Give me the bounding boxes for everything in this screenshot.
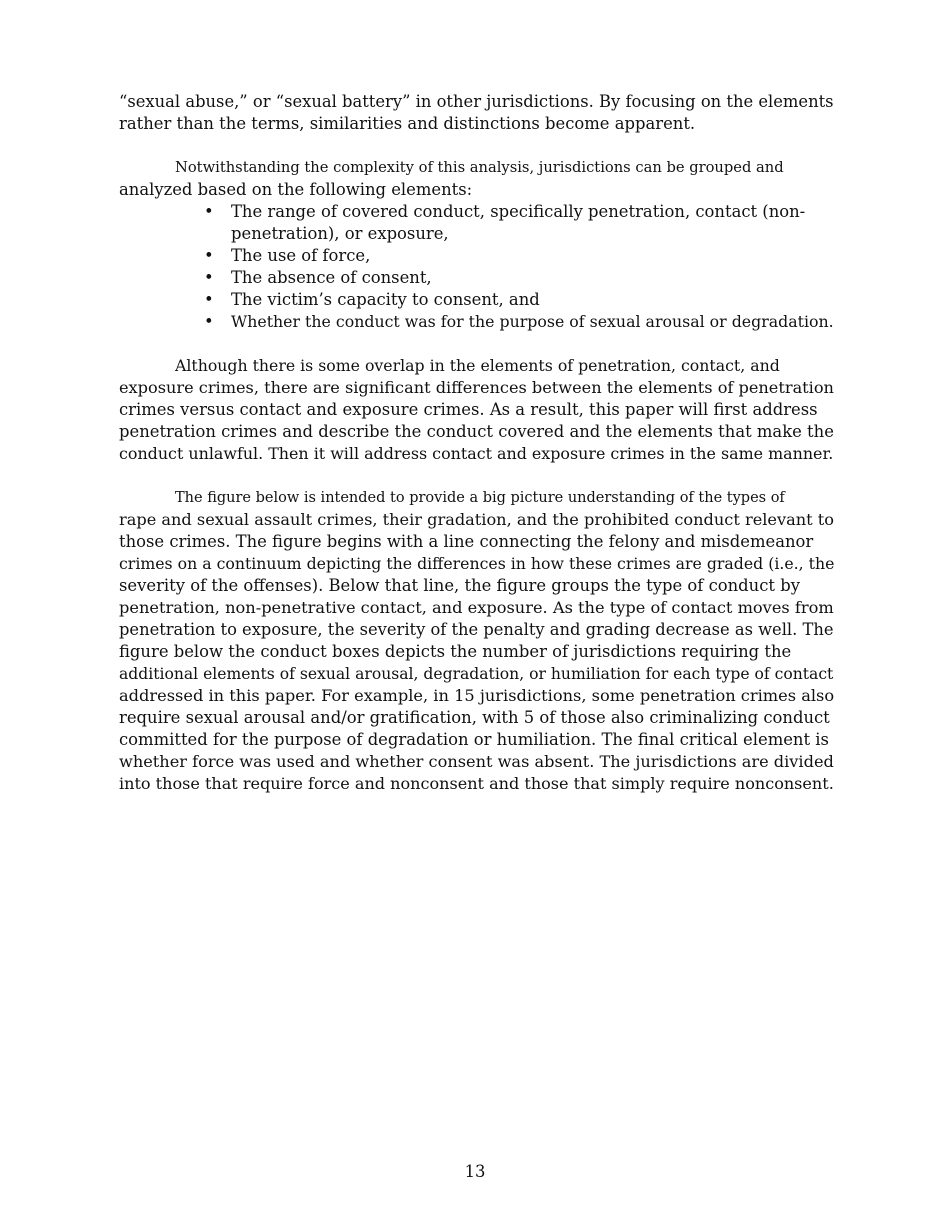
figure-description-paragraph (119, 487, 834, 795)
text-line: analyzed based on the following elements: (119, 180, 473, 199)
text-line: conduct unlawful. Then it will address contact and exposure crimes in the same manner. (119, 444, 834, 463)
elements-lead-paragraph (119, 157, 834, 201)
intro-paragraph (119, 91, 834, 135)
text-line: require sexual arousal and/or gratification, with 5 of those also criminalizing conduct (119, 708, 830, 727)
text-line: figure below the conduct boxes depicts the number of jurisdictions requiring the (119, 642, 792, 661)
document-body (119, 91, 834, 817)
list-item (119, 311, 834, 333)
text-line: The absence of consent, (231, 268, 432, 287)
text-line: The use of force, (231, 246, 371, 265)
text-line: into those that require force and nonconsent and those that simply require nonconsent. (119, 774, 834, 793)
text-line: severity of the offenses). Below that line, the figure groups the type of conduct by (119, 576, 800, 595)
text-line: penetration, non-penetrative contact, and exposure. As the type of contact moves from (119, 598, 834, 617)
bullet-icon: • (204, 312, 214, 331)
text-line: penetration to exposure, the severity of the penalty and grading decrease as well. The (119, 620, 834, 639)
text-line: The victim’s capacity to consent, and (231, 290, 540, 309)
elements-bullet-list (119, 201, 834, 333)
list-item (119, 267, 834, 289)
bullet-icon: • (204, 290, 214, 309)
text-line: The range of covered conduct, specifically penetration, contact (non- (231, 202, 806, 221)
text-line: Whether the conduct was for the purpose of sexual arousal or degradation. (231, 312, 834, 331)
text-line: crimes versus contact and exposure crimes. As a result, this paper will first address (119, 400, 818, 419)
bullet-icon: • (204, 246, 214, 265)
text-line: rape and sexual assault crimes, their gradation, and the prohibited conduct relevant to (119, 510, 835, 529)
bullet-icon: • (204, 202, 214, 221)
text-line: whether force was used and whether consent was absent. The jurisdictions are divided (119, 752, 834, 771)
text-line: addressed in this paper. For example, in 15 jurisdictions, some penetration crimes also (119, 686, 835, 705)
text-line: those crimes. The figure begins with a line connecting the felony and misdemeanor (119, 532, 814, 551)
text-line: The figure below is intended to provide a big picture understanding of the types of (175, 490, 785, 506)
text-line: committed for the purpose of degradation or humiliation. The final critical element is (119, 730, 829, 749)
overlap-paragraph (119, 355, 834, 465)
text-line: “sexual abuse,” or “sexual battery” in other jurisdictions. By focusing on the elements (119, 92, 834, 111)
bullet-icon: • (204, 268, 214, 287)
text-line: exposure crimes, there are significant differences between the elements of penetration (119, 378, 834, 397)
text-line: penetration), or exposure, (231, 224, 449, 243)
text-line: Although there is some overlap in the elements of penetration, contact, and (175, 356, 780, 375)
text-line: crimes on a continuum depicting the differences in how these crimes are graded (i.e., the (119, 554, 835, 573)
list-item (119, 201, 834, 245)
text-line: rather than the terms, similarities and distinctions become apparent. (119, 114, 696, 133)
list-item (119, 245, 834, 267)
list-item (119, 289, 834, 311)
text-line: additional elements of sexual arousal, degradation, or humiliation for each type of contact (119, 665, 834, 683)
text-line: Notwithstanding the complexity of this analysis, jurisdictions can be grouped and (175, 159, 784, 176)
page-number: 13 (464, 1162, 486, 1181)
text-line: penetration crimes and describe the conduct covered and the elements that make the (119, 422, 834, 441)
